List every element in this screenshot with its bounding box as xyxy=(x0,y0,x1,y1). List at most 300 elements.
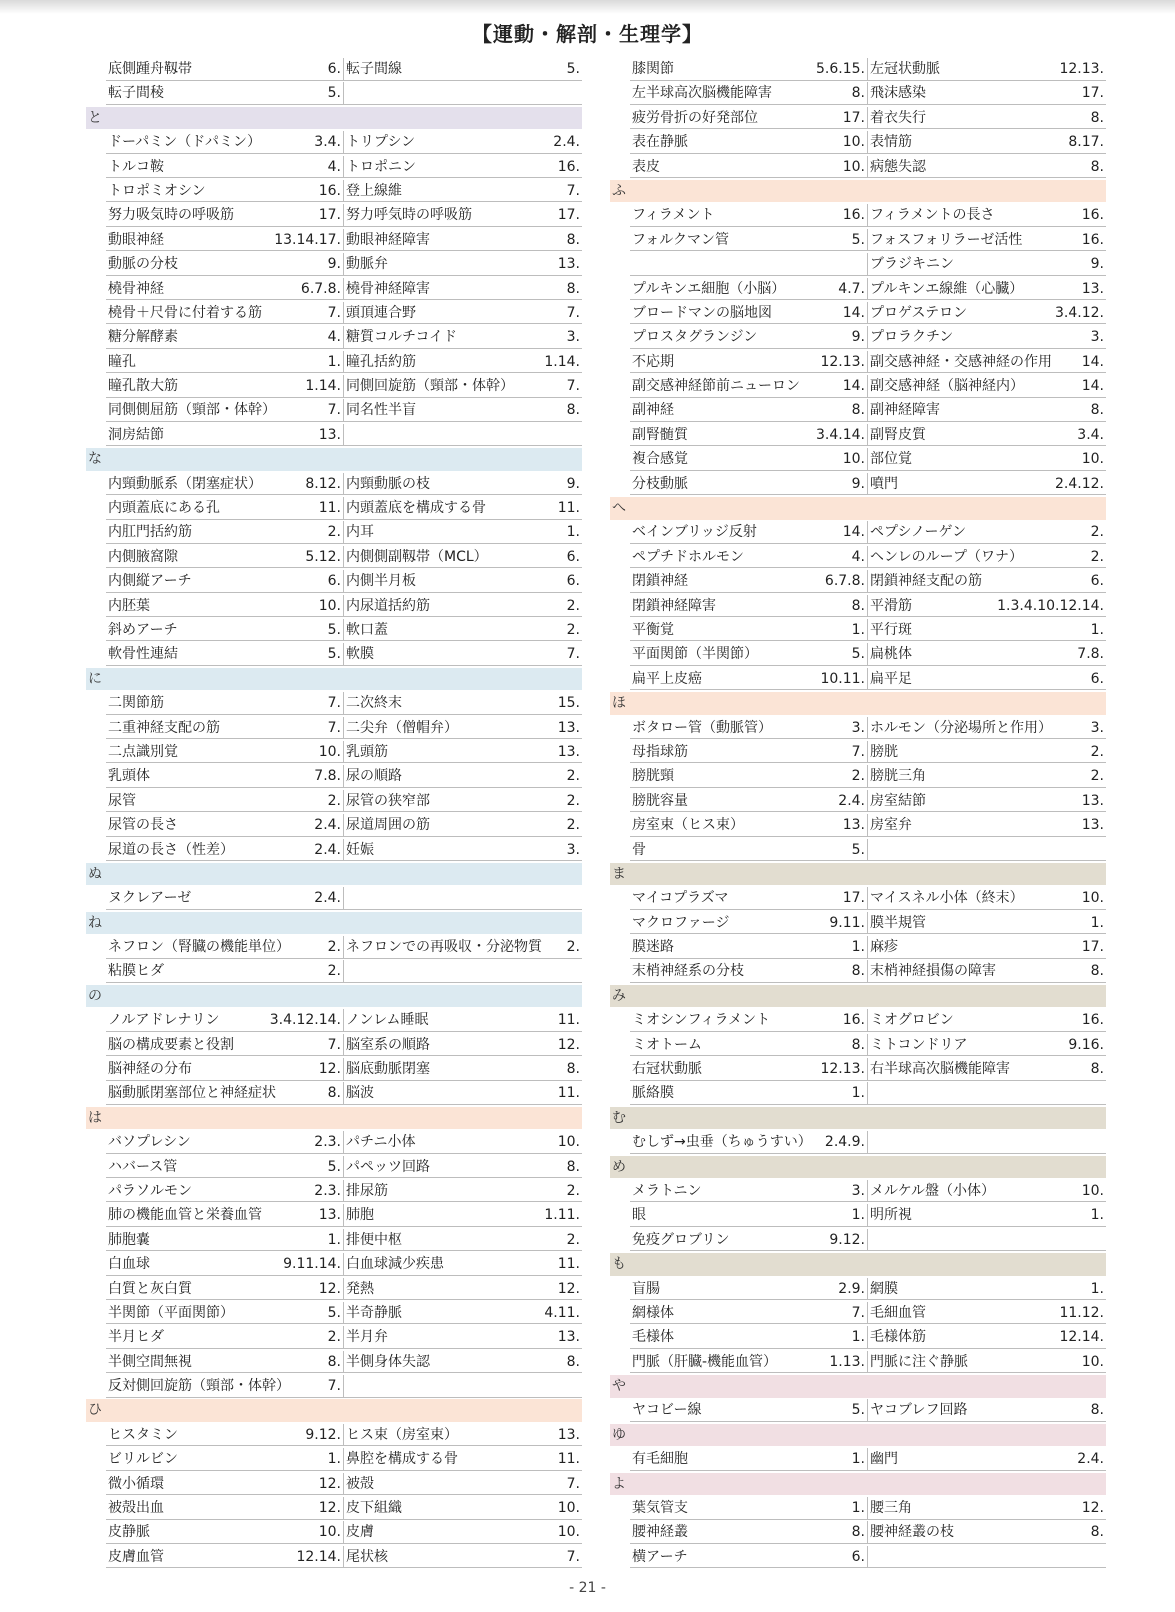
entry-term: 妊娠 xyxy=(346,841,374,858)
index-entry xyxy=(106,936,344,959)
entry-term: 橈骨神経障害 xyxy=(346,280,430,297)
entry-page-refs: 14. xyxy=(842,524,865,541)
index-entry xyxy=(106,302,344,325)
index-entry xyxy=(868,399,1106,422)
index-entry xyxy=(106,1351,344,1374)
entry-term: 副腎髄質 xyxy=(632,426,688,443)
entry-page-refs: 1. xyxy=(327,353,341,370)
entry-page-refs: 10. xyxy=(318,1524,341,1541)
entry-term: 副神経 xyxy=(632,402,674,419)
entry-page-refs xyxy=(1100,839,1106,861)
entry-term: プルキンエ線維（心臓） xyxy=(870,280,1024,297)
index-entry xyxy=(630,1521,868,1544)
entry-page-refs: 1. xyxy=(851,1329,865,1346)
entry-page-refs: 10. xyxy=(557,1524,580,1541)
entry-page-refs: 10. xyxy=(318,743,341,760)
entry-page-refs: 8. xyxy=(566,1353,580,1370)
entry-page-refs: 7. xyxy=(566,304,580,321)
entry-page-refs: 5. xyxy=(327,621,341,638)
index-entry xyxy=(344,595,582,618)
entry-page-refs: 7. xyxy=(566,182,580,199)
index-entry xyxy=(630,839,868,862)
index-row xyxy=(86,1204,582,1227)
section-header: ぬ xyxy=(86,863,582,886)
row-indent xyxy=(610,643,630,666)
entry-term: 分枝動脈 xyxy=(632,475,688,492)
index-row xyxy=(610,156,1106,179)
entry-page-refs: 12.13. xyxy=(1059,61,1104,77)
index-entry xyxy=(630,741,868,764)
row-indent xyxy=(86,1473,106,1496)
entry-term: 洞房結節 xyxy=(108,426,164,443)
entry-page-refs xyxy=(1100,1546,1106,1568)
index-entry xyxy=(630,570,868,593)
index-row xyxy=(610,1278,1106,1301)
index-entry xyxy=(868,765,1106,788)
entry-term: 同側側屈筋（頸部・体幹） xyxy=(108,402,276,419)
entry-term: 門脈に注ぐ静脈 xyxy=(870,1353,968,1370)
index-entry xyxy=(344,643,582,666)
entry-term: 橈骨＋尺骨に付着する筋 xyxy=(108,304,262,321)
entry-term: 毛様体筋 xyxy=(870,1329,926,1346)
entry-term: 房室束（ヒス束） xyxy=(632,817,744,834)
entry-term: むしず→虫垂（ちゅうすい） xyxy=(632,1134,812,1151)
row-indent xyxy=(86,204,106,227)
entry-term: 努力呼気時の呼吸筋 xyxy=(346,207,472,224)
entry-page-refs: 6. xyxy=(327,61,341,77)
index-entry xyxy=(106,180,344,203)
entry-page-refs xyxy=(861,253,867,275)
entry-term: フォルクマン管 xyxy=(632,231,730,248)
index-entry xyxy=(868,326,1106,349)
index-row xyxy=(610,448,1106,471)
index-entry xyxy=(344,1424,582,1447)
index-row xyxy=(610,1521,1106,1544)
index-entry xyxy=(868,717,1106,740)
entry-term xyxy=(344,887,576,909)
row-indent xyxy=(86,131,106,154)
entry-page-refs: 8. xyxy=(851,85,865,102)
index-entry xyxy=(344,399,582,422)
row-indent xyxy=(86,546,106,569)
entry-term: 動脈弁 xyxy=(346,256,388,273)
index-row xyxy=(86,1229,582,1252)
index-entry xyxy=(344,1034,582,1057)
entry-term: 膀胱三角 xyxy=(870,768,926,785)
entry-term: 軟膜 xyxy=(346,646,374,663)
entry-term: トロポミオシン xyxy=(108,182,206,199)
entry-page-refs: 16. xyxy=(1081,1012,1104,1029)
index-entry xyxy=(106,1375,344,1398)
index-entry xyxy=(344,1204,582,1227)
entry-term: 明所視 xyxy=(870,1207,912,1224)
row-indent xyxy=(86,717,106,740)
index-row xyxy=(610,521,1106,544)
index-entry xyxy=(344,204,582,227)
entry-page-refs: 8. xyxy=(1090,963,1104,980)
index-row xyxy=(610,1058,1106,1081)
row-indent xyxy=(86,1497,106,1520)
index-entry xyxy=(630,326,868,349)
row-indent xyxy=(86,1546,106,1569)
row-indent xyxy=(86,375,106,398)
entry-page-refs: 2. xyxy=(1090,743,1104,760)
index-entry xyxy=(344,692,582,715)
index-entry xyxy=(106,546,344,569)
entry-term: 白血球 xyxy=(108,1256,150,1273)
entry-page-refs: 7. xyxy=(327,695,341,712)
entry-term: 噴門 xyxy=(870,475,898,492)
row-indent xyxy=(86,692,106,715)
row-indent xyxy=(86,229,106,252)
entry-page-refs: 2. xyxy=(327,963,341,980)
index-entry xyxy=(106,1229,344,1252)
entry-term xyxy=(630,253,861,275)
entry-term: 尿管の狭窄部 xyxy=(346,792,430,809)
entry-term: 尿道の長さ（性差） xyxy=(108,841,234,858)
entry-page-refs: 1. xyxy=(566,524,580,541)
entry-term: 乳頭体 xyxy=(108,768,150,785)
entry-page-refs: 8. xyxy=(1090,1061,1104,1078)
entry-term: 内肛門括約筋 xyxy=(108,524,192,541)
index-row xyxy=(86,1521,582,1544)
entry-term: 同名性半盲 xyxy=(346,402,416,419)
entry-term: 頭頂連合野 xyxy=(346,304,416,321)
entry-page-refs: 5. xyxy=(327,85,341,102)
entry-term: 内頸動脈の枝 xyxy=(346,475,430,492)
entry-term: 眼 xyxy=(632,1207,646,1224)
entry-term: 着衣失行 xyxy=(870,109,926,126)
entry-page-refs: 9. xyxy=(327,256,341,273)
entry-term: ブラジキニン xyxy=(870,256,954,273)
index-entry xyxy=(868,643,1106,666)
index-entry xyxy=(344,375,582,398)
entry-term: 内尿道括約筋 xyxy=(346,597,430,614)
index-entry xyxy=(106,1082,344,1105)
index-row xyxy=(86,424,582,447)
row-indent xyxy=(610,1009,630,1032)
row-indent xyxy=(610,351,630,374)
row-indent xyxy=(610,570,630,593)
entry-page-refs: 7. xyxy=(327,719,341,736)
row-indent xyxy=(86,497,106,520)
entry-term: 内側側副靱帯（MCL） xyxy=(346,548,488,565)
section-header: ま xyxy=(610,863,1106,886)
index-row xyxy=(86,204,582,227)
entry-term: 副神経障害 xyxy=(870,402,940,419)
index-entry xyxy=(106,278,344,301)
row-indent xyxy=(86,473,106,496)
entry-term: 斜めアーチ xyxy=(108,621,178,638)
entry-page-refs: 7. xyxy=(327,1036,341,1053)
entry-page-refs: 4. xyxy=(327,329,341,346)
entry-page-refs: 16. xyxy=(1081,207,1104,224)
index-entry xyxy=(344,1156,582,1179)
index-entry xyxy=(106,326,344,349)
entry-term: 肺胞嚢 xyxy=(108,1231,150,1248)
entry-term: 動眼神経 xyxy=(108,231,164,248)
entry-term: ヒスタミン xyxy=(108,1426,178,1443)
entry-page-refs: 8.17. xyxy=(1068,134,1104,151)
index-row xyxy=(610,643,1106,666)
index-entry xyxy=(868,156,1106,179)
section-header: や xyxy=(610,1375,1106,1398)
entry-term: 平面関節（半関節） xyxy=(632,646,758,663)
index-entry xyxy=(630,1497,868,1520)
entry-term: 母指球筋 xyxy=(632,743,688,760)
index-entry xyxy=(344,1375,582,1398)
entry-term: 肺の機能血管と栄養血管 xyxy=(108,1207,262,1224)
index-entry xyxy=(630,1034,868,1057)
index-row xyxy=(86,1180,582,1203)
row-indent xyxy=(610,204,630,227)
row-indent xyxy=(86,790,106,813)
entry-page-refs: 7. xyxy=(851,1304,865,1321)
row-indent xyxy=(610,473,630,496)
index-entry xyxy=(106,1156,344,1179)
entry-term: 房室結節 xyxy=(870,792,926,809)
entry-page-refs: 8. xyxy=(1090,402,1104,419)
entry-term: 半側身体失認 xyxy=(346,1353,430,1370)
entry-term: 左冠状動脈 xyxy=(870,61,940,77)
entry-page-refs: 7.8. xyxy=(1077,646,1104,663)
index-entry xyxy=(868,302,1106,325)
entry-page-refs: 12.14. xyxy=(296,1548,341,1565)
entry-page-refs: 7. xyxy=(566,1548,580,1565)
entry-term: ミトコンドリア xyxy=(870,1036,968,1053)
row-indent xyxy=(86,424,106,447)
entry-page-refs: 2. xyxy=(327,524,341,541)
entry-page-refs: 11. xyxy=(557,1012,580,1029)
entry-page-refs: 13. xyxy=(318,1207,341,1224)
index-entry xyxy=(344,1473,582,1496)
entry-term: 被殻出血 xyxy=(108,1500,164,1517)
entry-term xyxy=(344,82,576,104)
index-entry xyxy=(630,473,868,496)
row-indent xyxy=(86,1326,106,1349)
index-entry xyxy=(106,351,344,374)
entry-term xyxy=(868,839,1100,861)
index-row xyxy=(610,302,1106,325)
entry-term: ベインブリッジ反射 xyxy=(632,524,757,541)
index-entry xyxy=(344,82,582,105)
entry-term: 内耳 xyxy=(346,524,374,541)
index-row xyxy=(86,643,582,666)
index-entry xyxy=(868,1546,1106,1569)
row-indent xyxy=(86,1156,106,1179)
entry-term: ビリルビン xyxy=(108,1451,178,1468)
entry-term: トリプシン xyxy=(346,134,416,151)
entry-term: 脳動脈閉塞部位と神経症状 xyxy=(108,1085,276,1102)
entry-term: フィラメント xyxy=(632,207,715,224)
page-title: 【運動・解剖・生理学】 xyxy=(472,22,703,46)
entry-term xyxy=(344,424,576,446)
index-entry xyxy=(344,326,582,349)
index-row xyxy=(86,1034,582,1057)
index-row xyxy=(610,131,1106,154)
entry-term: 表在静脈 xyxy=(632,134,688,151)
row-indent xyxy=(610,1180,630,1203)
entry-term: 右冠状動脈 xyxy=(632,1061,702,1078)
entry-term: 表皮 xyxy=(632,158,660,175)
entry-page-refs: 2.4. xyxy=(553,134,580,151)
index-entry xyxy=(106,58,344,81)
entry-page-refs: 10. xyxy=(1081,1353,1104,1370)
entry-page-refs: 1.14. xyxy=(305,378,341,395)
row-indent xyxy=(86,326,106,349)
entry-term: 閉鎖神経支配の筋 xyxy=(870,573,982,590)
entry-page-refs: 11. xyxy=(557,1085,580,1102)
entry-term: 転子間線 xyxy=(346,61,402,77)
entry-page-refs: 6. xyxy=(566,548,580,565)
row-indent xyxy=(86,1009,106,1032)
index-entry xyxy=(630,1399,868,1422)
entry-term: 毛細血管 xyxy=(870,1304,926,1321)
entry-page-refs: 12. xyxy=(318,1061,341,1078)
index-row xyxy=(610,741,1106,764)
index-entry xyxy=(868,1009,1106,1032)
entry-page-refs: 7. xyxy=(327,402,341,419)
entry-term: 末梢神経系の分枝 xyxy=(632,963,744,980)
section-header: め xyxy=(610,1156,1106,1179)
index-entry xyxy=(106,570,344,593)
entry-term: 瞳孔散大筋 xyxy=(108,378,178,395)
index-entry xyxy=(630,790,868,813)
section-header: み xyxy=(610,985,1106,1008)
entry-term: 発熱 xyxy=(346,1280,374,1297)
entry-page-refs: 2.4.9. xyxy=(824,1134,865,1151)
index-row xyxy=(86,570,582,593)
row-indent xyxy=(86,399,106,422)
entry-term: 副交感神経（脳神経内） xyxy=(870,378,1024,395)
entry-page-refs: 8. xyxy=(566,280,580,297)
index-entry xyxy=(344,180,582,203)
entry-term: ヘンレのループ（ワナ） xyxy=(870,548,1023,565)
entry-page-refs: 13. xyxy=(842,817,865,834)
row-indent xyxy=(86,765,106,788)
index-entry xyxy=(344,765,582,788)
row-indent xyxy=(610,424,630,447)
entry-page-refs: 8. xyxy=(327,1353,341,1370)
index-row xyxy=(86,1424,582,1447)
row-indent xyxy=(610,302,630,325)
entry-page-refs: 10. xyxy=(557,1500,580,1517)
row-indent xyxy=(86,1180,106,1203)
row-indent xyxy=(610,912,630,935)
index-entry xyxy=(868,595,1106,618)
row-indent xyxy=(610,521,630,544)
index-entry xyxy=(868,1229,1106,1252)
index-row xyxy=(610,1326,1106,1349)
section-header: ゆ xyxy=(610,1424,1106,1447)
entry-page-refs xyxy=(576,887,582,909)
entry-term: 毛様体 xyxy=(632,1329,674,1346)
entry-page-refs: 2. xyxy=(1090,768,1104,785)
entry-page-refs: 2.3. xyxy=(314,1134,341,1151)
index-row xyxy=(86,82,582,105)
entry-page-refs: 9.12. xyxy=(305,1426,341,1443)
entry-page-refs: 1.11. xyxy=(544,1207,580,1224)
entry-term: 二重神経支配の筋 xyxy=(108,719,220,736)
index-entry xyxy=(106,131,344,154)
row-indent xyxy=(86,1204,106,1227)
entry-page-refs: 12. xyxy=(318,1500,341,1517)
index-entry xyxy=(630,448,868,471)
section-header: ひ xyxy=(86,1399,582,1422)
index-entry xyxy=(106,521,344,544)
entry-page-refs: 15. xyxy=(557,695,580,712)
index-entry xyxy=(630,351,868,374)
index-entry xyxy=(868,1399,1106,1422)
index-row xyxy=(610,887,1106,910)
section-header: ね xyxy=(86,912,582,935)
entry-page-refs: 13. xyxy=(1081,817,1104,834)
index-entry xyxy=(630,887,868,910)
entry-page-refs: 5. xyxy=(851,231,865,248)
index-entry xyxy=(344,814,582,837)
index-entry xyxy=(868,741,1106,764)
entry-term: フィラメントの長さ xyxy=(870,207,995,224)
entry-term: プルキンエ細胞（小脳） xyxy=(632,280,786,297)
index-entry xyxy=(344,1497,582,1520)
index-entry xyxy=(630,82,868,105)
index-entry xyxy=(344,1351,582,1374)
index-entry xyxy=(868,1180,1106,1203)
entry-page-refs: 10. xyxy=(842,451,865,468)
entry-page-refs: 17. xyxy=(318,207,341,224)
entry-term: 扁平上皮癌 xyxy=(632,670,702,687)
entry-term: 飛沫感染 xyxy=(870,85,926,102)
index-row xyxy=(610,326,1106,349)
index-entry xyxy=(106,156,344,179)
index-entry xyxy=(344,131,582,154)
entry-page-refs: 8. xyxy=(566,402,580,419)
index-entry xyxy=(344,1278,582,1301)
row-indent xyxy=(86,595,106,618)
index-entry xyxy=(344,497,582,520)
index-row xyxy=(86,546,582,569)
entry-term: 二関節筋 xyxy=(108,695,164,712)
index-entry xyxy=(630,1009,868,1032)
row-indent xyxy=(86,643,106,666)
entry-term: 動眼神経障害 xyxy=(346,231,430,248)
index-entry xyxy=(630,58,868,81)
index-entry xyxy=(106,1180,344,1203)
entry-term: 内頭蓋底にある孔 xyxy=(108,500,220,517)
index-row xyxy=(610,1302,1106,1325)
index-entry xyxy=(868,887,1106,910)
row-indent xyxy=(610,1278,630,1301)
index-row xyxy=(86,1278,582,1301)
index-entry xyxy=(630,278,868,301)
entry-page-refs: 9. xyxy=(851,329,865,346)
entry-page-refs: 2.4. xyxy=(314,817,341,834)
index-entry xyxy=(630,936,868,959)
row-indent xyxy=(86,1058,106,1081)
index-row xyxy=(610,1082,1106,1105)
index-entry xyxy=(630,229,868,252)
section-header: む xyxy=(610,1107,1106,1130)
entry-page-refs: 2. xyxy=(566,768,580,785)
index-row xyxy=(86,1253,582,1276)
index-entry xyxy=(106,1278,344,1301)
entry-page-refs: 5. xyxy=(851,646,865,663)
index-row xyxy=(610,839,1106,862)
entry-page-refs: 7.8. xyxy=(314,768,341,785)
entry-page-refs: 3. xyxy=(1090,329,1104,346)
entry-term: 二次終末 xyxy=(346,695,402,712)
entry-page-refs: 13.14.17. xyxy=(274,231,341,248)
